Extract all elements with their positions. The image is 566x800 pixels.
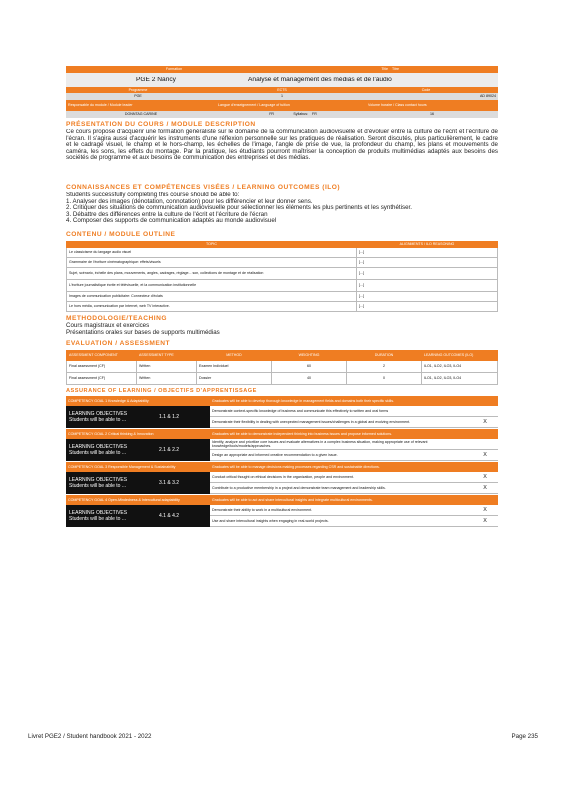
- outline-ilo: [...]: [357, 302, 498, 312]
- outcomes-heading: CONNAISSANCES ET COMPÉTENCES VISÉES / LEARNING OUTCOMES (ILO): [66, 184, 341, 191]
- competency-goal-text: Graduates will be able to manage decisions making processes regarding CSR and sustainable directions.: [212, 464, 380, 469]
- objective-text: Contribute to a productive membership in a project and demonstrate team management and leadership skills.: [212, 485, 386, 490]
- code-value: AD 89024: [480, 94, 496, 99]
- assessment-header-row: [67, 351, 498, 361]
- outline-topic: Le hors média, communication par Internet, web TV interactive.: [67, 302, 357, 312]
- outcome-item: 4. Composer des supports de communication adaptés au monde audiovisuel: [66, 217, 277, 225]
- title-value: Analyse et management des médias et de l'audio: [248, 77, 392, 83]
- competency-goal-row: [66, 429, 498, 439]
- table-row: [67, 280, 498, 292]
- objectives-label-group: [69, 477, 159, 489]
- competency-block: [66, 429, 498, 461]
- assessment-component: Final assessment (CF): [67, 361, 137, 373]
- assessment-component: Final assessment (CF): [67, 373, 137, 385]
- competency-goal-row: [66, 462, 498, 472]
- outline-ilo: [...]: [357, 292, 498, 302]
- outline-heading: CONTENU / MODULE OUTLINE: [66, 231, 176, 238]
- assessment-method: Dossier: [197, 373, 272, 385]
- footer-handbook: Livret PGE2 / Student handbook 2021 - 2022: [28, 733, 152, 740]
- outline-ilo: [...]: [357, 248, 498, 258]
- ects-label: ECTS: [277, 87, 287, 92]
- methodology-item: Cours magistraux et exercices: [66, 322, 150, 329]
- programme-value: PGE: [134, 94, 142, 99]
- table-row: [67, 258, 498, 268]
- hours-label: Volume horaire / Class contact hours: [368, 103, 427, 108]
- formation-label: Formation: [165, 67, 183, 72]
- objective-item: [210, 450, 498, 461]
- table-row: [67, 292, 498, 302]
- programme-value-row: [66, 93, 498, 100]
- table-row: [67, 373, 498, 385]
- footer-page-number: Page 235: [511, 733, 538, 740]
- objectives-label: LEARNING OBJECTIVES: [69, 444, 128, 450]
- objectives-label-cell: [66, 472, 210, 494]
- objectives-items: [210, 406, 498, 428]
- responsible-value: DONNTAG CARINE: [124, 112, 158, 117]
- objective-text: Design an appropriate and informed creative recommendation to a given issue.: [212, 452, 338, 457]
- hours-value: 16: [430, 112, 434, 117]
- objectives-items: [210, 505, 498, 527]
- assessment-col: LEARNING OUTCOMES (ILO): [422, 351, 498, 361]
- assessment-ilo: ILO1, ILO2, ILO3, ILO4: [422, 373, 498, 385]
- outcome-item: 2. Critiquer des situations de communication audiovisuelle pour sélectionner les éléments les plus pertinents et les synthétiser.: [66, 204, 412, 212]
- header-value-row: [66, 73, 498, 87]
- objectives-items: [210, 472, 498, 494]
- objective-text: Identify, analyze and prioritize core issues and evaluate alternatives in a complex business situation, making appropriate use of relevant knowledge/tools/models/approaches.: [212, 439, 428, 448]
- objective-mark: X: [483, 484, 487, 491]
- outcomes-list: [66, 192, 498, 228]
- competency-block: [66, 396, 498, 428]
- objective-item: [210, 505, 498, 516]
- competency-goal: COMPETENCY GOAL 2 Critical thinking & Innovation: [68, 431, 154, 436]
- objective-mark: X: [483, 418, 487, 425]
- code-label: Code: [421, 87, 431, 92]
- assessment-weighting: 60: [272, 361, 347, 373]
- objectives-row: [66, 406, 498, 428]
- objective-text: Use and share intercultural insights when engaging in real-world projects.: [212, 518, 329, 523]
- competency-goal: COMPETENCY GOAL 4 Open-Mindedness & Intercultural adaptability: [68, 497, 180, 502]
- assessment-table: [66, 350, 498, 385]
- outcomes-intro: Students successfully completing this course should be able to:: [66, 192, 240, 198]
- objectives-items: [210, 439, 498, 461]
- language-label: Langue d'enseignement / Language of tuition: [218, 103, 290, 108]
- competency-goal: COMPETENCY GOAL 1 Knowledge & Adaptability: [68, 398, 149, 403]
- syllabus-label: Syllabus:: [293, 112, 308, 117]
- objective-item: [210, 439, 498, 450]
- objective-text: Conduct critical thought on ethical decisions in the organization, people and environment.: [212, 474, 354, 479]
- objective-item: [210, 516, 498, 527]
- competency-goal: COMPETENCY GOAL 3 Responsible Management & Sustainability: [68, 464, 176, 469]
- competency-goal-text: Graduates will be able to act and share intercultural insights and integrate multicultural environments.: [212, 497, 373, 502]
- assessment-duration: 2: [347, 361, 422, 373]
- assurance-blocks: [66, 396, 498, 527]
- responsible-label: Responsable du module / Module leader: [68, 103, 133, 108]
- competency-goal-row: [66, 396, 498, 406]
- objectives-ids: 1.1 & 1.2: [159, 414, 180, 420]
- objective-mark: X: [483, 517, 487, 524]
- objectives-sub: Students will be able to ...: [69, 417, 126, 423]
- objectives-label-group: [69, 510, 159, 522]
- outline-topic: Images de communication publicitaire: Connecteur d'éclats: [67, 292, 357, 302]
- outline-col-ilo: ALIGNMENTS / ILO REASONING: [357, 242, 498, 248]
- objectives-label-cell: [66, 439, 210, 461]
- outline-table: [66, 241, 498, 312]
- assessment-col: ASSESSMENT TYPE: [137, 351, 197, 361]
- syllabus-value: FR: [312, 112, 317, 117]
- objectives-ids: 4.1 & 4.2: [159, 513, 180, 519]
- table-row: [67, 361, 498, 373]
- objectives-row: [66, 472, 498, 494]
- competency-block: [66, 462, 498, 494]
- methodology-item: Présentations orales sur bases de supports multimédias: [66, 328, 220, 336]
- outline-ilo: [...]: [357, 268, 498, 280]
- outline-ilo: [...]: [357, 258, 498, 268]
- objectives-ids: 2.1 & 2.2: [159, 447, 180, 453]
- methodology-heading: METHODOLOGIE/TEACHING: [66, 315, 167, 322]
- objective-item: [210, 483, 498, 494]
- assessment-method: Examen Individuel: [197, 361, 272, 373]
- assessment-type: Written: [137, 373, 197, 385]
- objective-item: [210, 472, 498, 483]
- outline-topic: L'écriture journalistique écrite et télévisuelle, et la communication institutionnelle: [67, 280, 357, 292]
- assessment-col: METHOD: [197, 351, 272, 361]
- ects-value: 1: [281, 94, 283, 99]
- objective-mark: X: [483, 451, 487, 458]
- objectives-row: [66, 439, 498, 461]
- outline-topic: Grammaire de l'écriture cinématographique: effets/visuels: [67, 258, 357, 268]
- title-label-fr: Titre: [392, 67, 400, 72]
- competency-goal-row: [66, 495, 498, 505]
- objective-item: [210, 417, 498, 428]
- objectives-row: [66, 505, 498, 527]
- outcome-item: 3. Débattre des différences entre la culture de l'écrit et l'écriture de l'écran: [66, 210, 268, 218]
- page-footer: [28, 733, 538, 740]
- objectives-label-cell: [66, 406, 210, 428]
- table-row: [67, 268, 498, 280]
- objectives-sub: Students will be able to ...: [69, 450, 126, 456]
- formation-value: PGE 2 Nancy: [136, 77, 176, 83]
- evaluation-heading: EVALUATION / ASSESSMENT: [66, 340, 171, 347]
- assessment-col: WEIGHTING: [272, 351, 347, 361]
- objectives-label-cell: [66, 505, 210, 527]
- course-sheet: [66, 66, 498, 528]
- methodology-list: [66, 323, 498, 337]
- assessment-col: DURATION: [347, 351, 422, 361]
- assurance-heading: ASSURANCE OF LEARNING / OBJECTIFS D'APPRENTISSAGE: [66, 388, 257, 394]
- presentation-heading: PRÉSENTATION DU COURS / MODULE DESCRIPTION: [66, 121, 256, 128]
- header-label-row: [66, 66, 498, 73]
- outline-col-topic: TOPIC: [67, 242, 357, 248]
- objective-mark: X: [483, 473, 487, 480]
- objectives-ids: 3.1 & 3.2: [159, 480, 180, 486]
- objective-mark: X: [483, 506, 487, 513]
- assessment-ilo: ILO1, ILO2, ILO3, ILO4: [422, 361, 498, 373]
- assessment-weighting: 40: [272, 373, 347, 385]
- objectives-label-group: [69, 411, 159, 423]
- table-row: [67, 302, 498, 312]
- competency-block: [66, 495, 498, 527]
- outline-topic: Le classicisme du langage audio visuel: [67, 248, 357, 258]
- objective-item: [210, 406, 498, 417]
- competency-goal-text: Graduates will be able to demonstrate independent thinking into business issues and propose informed solutions.: [212, 431, 392, 436]
- objectives-label: LEARNING OBJECTIVES: [69, 411, 128, 417]
- assessment-col: ASSESSMENT COMPONENT: [67, 351, 137, 361]
- title-label: Title: [381, 67, 388, 72]
- assessment-type: Written: [137, 361, 197, 373]
- objectives-label: LEARNING OBJECTIVES: [69, 477, 128, 483]
- objectives-sub: Students will be able to ...: [69, 516, 126, 522]
- objective-text: Demonstrate context-specific knowledge of business and communicate this effectively to written and oral forms: [212, 408, 389, 413]
- objective-text: Demonstrate their ability to work in a multicultural environment.: [212, 507, 313, 512]
- assessment-duration: 0: [347, 373, 422, 385]
- programme-label: Programme: [128, 87, 148, 92]
- objective-text: Demonstrate their flexibility in dealing with unexpected management issues/challenges in a global and evolving environment.: [212, 419, 411, 424]
- responsible-label-row: [66, 100, 498, 111]
- outline-ilo: [...]: [357, 280, 498, 292]
- objectives-label: LEARNING OBJECTIVES: [69, 510, 128, 516]
- language-value: FR: [269, 112, 274, 117]
- presentation-text: Ce cours propose d'acquérir une formation généraliste sur le domaine de la communication audiovisuelle et d'évoluer entre la culture de l'écrit et l'écriture de l'écran. Il s'agira aussi d'acquérir les instruments d'une réflexion personnelle sur les pratiques de réalisation. Seront discutés, plus particulièrement, le cadre et le cadrage visuel, le champ et le hors-champ, les échelles de l'image, l'angle de prise de vue, la profondeur du champ, les plans et mouvements de caméra, les sons, les effets du montage. Par la pratique, les étudiants pourront maîtriser la conception de produits multimédias adaptés aux besoins des sociétés de programme et aux besoins de communication des entreprises et des médias.: [66, 129, 498, 162]
- objectives-label-group: [69, 444, 159, 456]
- responsible-value-row: [66, 111, 498, 118]
- competency-goal-text: Graduates will be able to develop thorough knowledge in management fields and domains both their specific skills.: [212, 398, 394, 403]
- outline-topic: Sujet, scénario, échelle des plans, mouvements, angles, cadrages, réglage... son, collections de montage et de réalisation: [67, 268, 357, 280]
- objectives-sub: Students will be able to ...: [69, 483, 126, 489]
- table-row: [67, 248, 498, 258]
- outcome-item: 1. Analyser des images (dénotation, connotation) pour les différencier et leur donner sens.: [66, 197, 313, 205]
